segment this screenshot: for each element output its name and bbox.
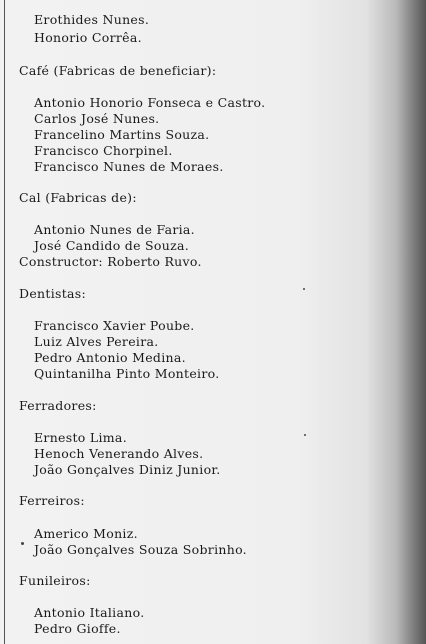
ink-speck [303,288,305,290]
list-item: Ernesto Lima. [34,430,127,445]
list-item: Honorio Corrêa. [34,30,142,45]
section-heading: Constructor: Roberto Ruvo. [19,254,202,269]
left-margin-rule [4,0,5,644]
section-heading: Ferradores: [19,398,97,413]
list-item: Francelino Martins Souza. [34,127,210,142]
section-heading: Dentistas: [19,286,87,301]
list-item: Henoch Venerando Alves. [34,446,204,461]
list-item: Erothides Nunes. [34,12,150,27]
section-heading: Funileiros: [19,573,91,588]
ink-speck [304,434,306,436]
list-item: Carlos José Nunes. [34,111,160,126]
list-item: Pedro Antonio Medina. [34,350,186,365]
list-item: Quintanilha Pinto Monteiro. [34,366,220,381]
list-item: Francisco Chorpinel. [34,143,173,158]
list-item: Antonio Honorio Fonseca e Castro. [34,95,266,110]
list-item: Francisco Nunes de Moraes. [34,159,224,174]
list-item: Antonio Nunes de Faria. [34,222,195,237]
section-heading: Café (Fabricas de beneficiar): [19,63,217,78]
list-item: Americo Moniz. [34,526,138,541]
list-item: Pedro Gioffe. [34,621,121,636]
list-item: Luiz Alves Pereira. [34,334,159,349]
section-heading: Ferreiros: [19,493,85,508]
list-item: João Gonçalves Diniz Junior. [34,462,221,477]
section-heading: Cal (Fabricas de): [19,190,137,205]
list-item: Francisco Xavier Poube. [34,318,195,333]
list-item: José Candido de Souza. [34,238,190,253]
list-item: João Gonçalves Souza Sobrinho. [34,542,247,557]
ink-speck [21,542,24,545]
list-item: Antonio Italiano. [34,605,145,620]
